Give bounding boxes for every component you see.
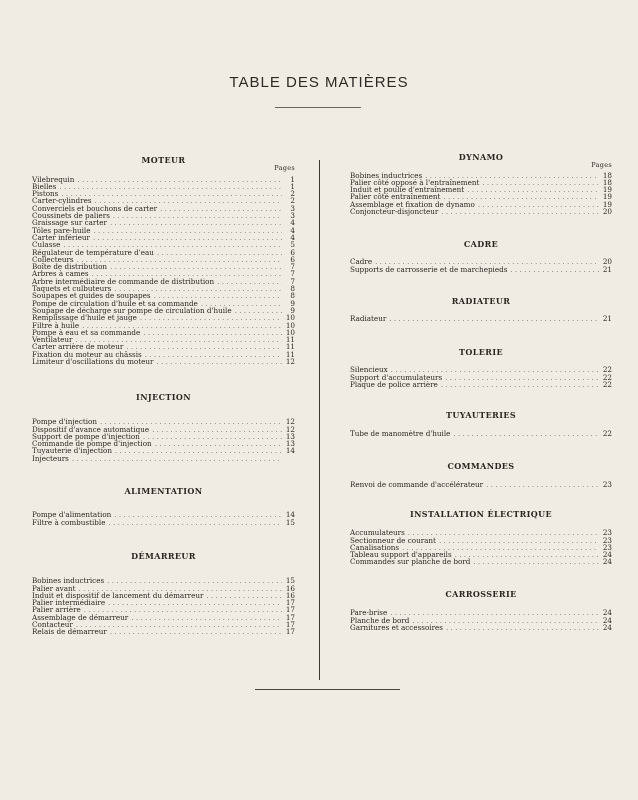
entry-label: Pompe d'alimentation [32,510,112,520]
leader-dots [473,558,599,565]
pages-label: Pages [274,164,295,173]
entry-page: 18 [602,170,612,180]
entry-label: Assemblage de démarreur [32,612,129,622]
entry-page: 11 [285,342,295,352]
entry-label: Commandes sur planche de bord [350,557,471,567]
entry-page: 4 [290,225,295,235]
entry-page: 2 [290,189,295,199]
entry-page: 24 [602,608,612,618]
entry-label: Carter arrière de moteur [32,342,124,352]
leader-dots [453,430,599,437]
entry-label: Palier avant [32,583,76,593]
toc-section [32,488,295,526]
entry-label: Silencieux [350,365,388,375]
entry-page: 5 [290,240,295,250]
entry-page: 11 [285,349,295,359]
section-heading: TUYAUTERIES [445,410,517,420]
toc-section [32,394,295,462]
entry-label: Tuyauterie d'injection [32,446,112,456]
toc-entry[interactable] [350,208,612,215]
leader-dots [108,599,282,606]
entry-label: Supports de carrosserie et de marchepieds [350,264,508,274]
entry-page: 14 [285,510,295,520]
entry-page: 19 [602,185,612,195]
toc-entry[interactable] [350,315,612,322]
entry-list [350,172,612,216]
entry-page: 22 [602,429,612,439]
leader-dots [113,212,282,219]
toc-section [350,591,612,631]
leader-dots [110,628,282,635]
entry-list [350,481,612,488]
entry-label: Vilebrequin [32,174,75,184]
toc-section [350,298,612,323]
entry-page: 6 [290,254,295,264]
entry-page: 3 [290,211,295,221]
entry-label: Remplissage d'huile et jauge [32,313,137,323]
entry-label: Dispositif d'avance automatique [32,424,150,434]
toc-entry[interactable] [32,183,295,190]
toc-entry[interactable] [350,481,612,488]
toc-section [350,463,612,489]
section-heading: INSTALLATION ÉLECTRIQUE [409,509,553,519]
entry-page: 21 [602,314,612,324]
entry-label: Palier côté opposé à l'entraînement [350,177,480,187]
bottom-rule [255,689,400,690]
leader-dots [59,183,282,190]
entry-label: Pistons [32,189,59,199]
entry-label: Induit et dispositif de lancement du démarreur [32,590,204,600]
entry-page: 22 [602,372,612,382]
section-heading: CADRE [463,239,499,249]
leader-dots [110,219,282,226]
leader-dots [157,249,282,256]
toc-section [350,412,612,438]
leader-dots [160,205,282,212]
entry-page: 10 [285,313,295,323]
entry-page: 17 [285,598,295,608]
entry-label: Palier côté entraînement [350,192,441,202]
leader-dots [445,374,599,381]
entry-page: 12 [285,357,295,367]
entry-label: Sectionneur de courant [350,535,436,545]
entry-label: Pompe à eau et sa commande [32,327,141,337]
entry-page: 1 [290,181,295,191]
entry-label: Radiateur [350,314,387,324]
entry-label: Bobines inductrices [32,576,105,586]
entry-label: Régulateur de température d'eau [32,247,154,257]
entry-label: Coussinets de paliers [32,211,110,221]
toc-entry[interactable] [350,266,612,273]
toc-section [350,241,612,273]
entry-label: Support d'accumulateurs [350,372,443,382]
toc-entry[interactable] [350,381,612,388]
entry-page: 17 [285,627,295,637]
entry-page: 15 [285,576,295,586]
toc-section [32,553,295,636]
pages-label: Pages [591,161,612,170]
entry-label: Bielles [32,181,57,191]
leader-dots [510,266,599,273]
toc-entry[interactable] [32,176,295,183]
entry-label: Palier arrière [32,605,81,615]
entry-label: Renvoi de commande d'accélérateur [350,480,484,490]
entry-label: Filtre à combustible [32,517,106,527]
section-heading: DÉMARREUR [131,551,196,561]
entry-label: Boîte de distribution [32,262,108,272]
leader-dots [126,343,282,350]
leader-dots [114,511,282,518]
entry-label: Fixation du moteur au châssis [32,349,142,359]
leader-dots [140,314,282,321]
leader-dots [467,186,599,193]
entry-label: Commande de pompe d'injection [32,439,152,449]
entry-label: Plaque de police arrière [350,379,438,389]
entry-page: 11 [285,335,295,345]
entry-page: 24 [602,557,612,567]
entry-page: 9 [290,305,295,315]
leader-dots [108,519,282,526]
leader-dots [152,426,282,433]
leader-dots [93,234,282,241]
entry-page: 24 [602,615,612,625]
entry-page: 22 [602,379,612,389]
entry-label: Tôles pare-huile [32,225,91,235]
entry-page: 12 [285,417,295,427]
leader-dots [482,179,599,186]
entry-label: Taquets et culbuteurs [32,284,112,294]
entry-page: 19 [602,199,612,209]
entry-page: 15 [285,517,295,527]
entry-label: Planche de bord [350,615,410,625]
entry-label: Garnitures et accessoires [350,622,443,632]
section-heading: COMMANDES [447,461,515,471]
entry-page: 19 [602,192,612,202]
section-heading: DYNAMO [458,152,504,162]
entry-page: 13 [285,431,295,441]
entry-label: Pompe d'injection [32,417,97,427]
section-heading: CARROSSERIE [445,589,517,599]
entry-page: 10 [285,320,295,330]
entry-label: Soupape de décharge sur pompe de circulation d'huile [32,305,232,315]
entry-label: Induit et poulie d'entraînement [350,185,465,195]
leader-dots [115,447,282,454]
leader-dots [143,329,282,336]
entry-label: Filtre à huile [32,320,80,330]
entry-label: Pare-brise [350,608,388,618]
toc-entry[interactable] [350,624,612,631]
entry-list [350,258,612,273]
entry-label: Arbre intermédiaire de commande de distribution [32,276,215,286]
leader-dots [143,433,282,440]
entry-page: 23 [602,480,612,490]
entry-list [32,176,295,366]
leader-dots [131,614,282,621]
leader-dots [408,529,599,536]
entry-page: 7 [290,262,295,272]
section-heading: RADIATEUR [451,296,511,306]
entry-label: Tableau support d'appareils [350,550,452,560]
entry-label: Injecteurs [32,453,69,463]
section-heading: TOLERIE [459,347,503,357]
entry-label: Conjoncteur-disjoncteur [350,207,439,217]
column-divider [319,160,320,680]
leader-dots [145,351,282,358]
entry-list [350,366,612,388]
entry-page: 16 [285,583,295,593]
toc-entry[interactable] [32,628,295,635]
entry-label: Bobines inductrices [350,170,423,180]
entry-label: Contacteur [32,620,73,630]
toc-entry[interactable] [350,558,612,565]
entry-label: Carter inférieur [32,232,90,242]
entry-page: 17 [285,612,295,622]
entry-list [32,511,295,526]
section-heading: INJECTION [136,392,191,402]
toc-entry[interactable] [32,447,295,454]
toc-entry[interactable] [32,519,295,526]
entry-page: 24 [602,622,612,632]
entry-page: 10 [285,327,295,337]
leader-dots [77,256,282,263]
entry-label: Arbres à cames [32,269,89,279]
leader-dots [72,455,282,462]
toc-entry[interactable] [32,455,295,462]
entry-page: 6 [290,247,295,257]
entry-page: 16 [285,590,295,600]
entry-page: 21 [602,264,612,274]
section-heading: ALIMENTATION [124,486,203,496]
entry-label: Canalisations [350,542,400,552]
toc-section [350,511,612,566]
leader-dots [61,190,282,197]
leader-dots [77,176,282,183]
toc-section [350,154,612,215]
entry-label: Relais de démarreur [32,627,107,637]
entry-label: Limiteur d'oscillations du moteur [32,357,154,367]
leader-dots [155,440,282,447]
entry-label: Converciels et bouchons de carter [32,203,158,213]
entry-label: Ventilateur [32,335,73,345]
entry-page: 7 [290,276,295,286]
entry-page: 18 [602,177,612,187]
entry-label: Culasse [32,240,61,250]
entry-page: 22 [602,365,612,375]
entry-page: 4 [290,232,295,242]
toc-entry[interactable] [32,234,295,241]
entry-label: Soupapes et guides de soupapes [32,291,151,301]
entry-page: 9 [290,298,295,308]
entry-page: 7 [290,269,295,279]
leader-dots [390,609,599,616]
entry-page: 3 [290,203,295,213]
entry-page: 8 [290,291,295,301]
entry-page: 12 [285,424,295,434]
leader-dots [107,577,282,584]
leader-dots [110,263,282,270]
toc-section [350,349,612,388]
leader-dots [389,315,599,322]
toc-section [32,157,295,365]
entry-label: Support de pompe d'injection [32,431,140,441]
entry-page: 20 [602,257,612,267]
entry-page: 4 [290,218,295,228]
title-underline [275,107,361,108]
leader-dots [439,537,599,544]
entry-label: Carter-cylindres [32,196,92,206]
leader-dots [446,624,599,631]
leader-dots [478,201,599,208]
leader-dots [93,227,282,234]
entry-label: Accumulateurs [350,528,405,538]
page-title: TABLE DES MATIÈRES [229,74,409,91]
entry-page: 23 [602,528,612,538]
entry-page: 2 [290,196,295,206]
entry-list [32,418,295,462]
entry-page: 14 [285,446,295,456]
leader-dots [455,551,599,558]
entry-label: Palier intermédiaire [32,598,106,608]
entry-label: Graissage sur carter [32,218,107,228]
entry-page: 8 [290,284,295,294]
entry-list [350,430,612,437]
entry-label: Pompe de circulation d'huile et sa commande [32,298,198,308]
entry-label: Assemblage et fixation de dynamo [350,199,475,209]
entry-page: 20 [602,207,612,217]
entry-list [32,577,295,635]
entry-page: 1 [290,174,295,184]
entry-label: Cadre [350,257,373,267]
leader-dots [441,208,599,215]
leader-dots [486,481,599,488]
leader-dots [217,278,282,285]
leader-dots [441,381,599,388]
entry-page: 24 [602,550,612,560]
entry-list [350,315,612,322]
toc-entry[interactable] [32,358,295,365]
toc-entry[interactable] [350,430,612,437]
leader-dots [235,307,282,314]
entry-page: 23 [602,535,612,545]
entry-list [350,609,612,631]
entry-label: Collecteurs [32,254,74,264]
entry-page: 13 [285,439,295,449]
leader-dots [206,592,282,599]
entry-list [350,529,612,565]
entry-page: 23 [602,542,612,552]
leader-dots [156,358,282,365]
entry-page: 17 [285,605,295,615]
entry-page: 17 [285,620,295,630]
section-heading: MOTEUR [141,155,186,165]
entry-label: Tube de manomètre d'huile [350,429,451,439]
